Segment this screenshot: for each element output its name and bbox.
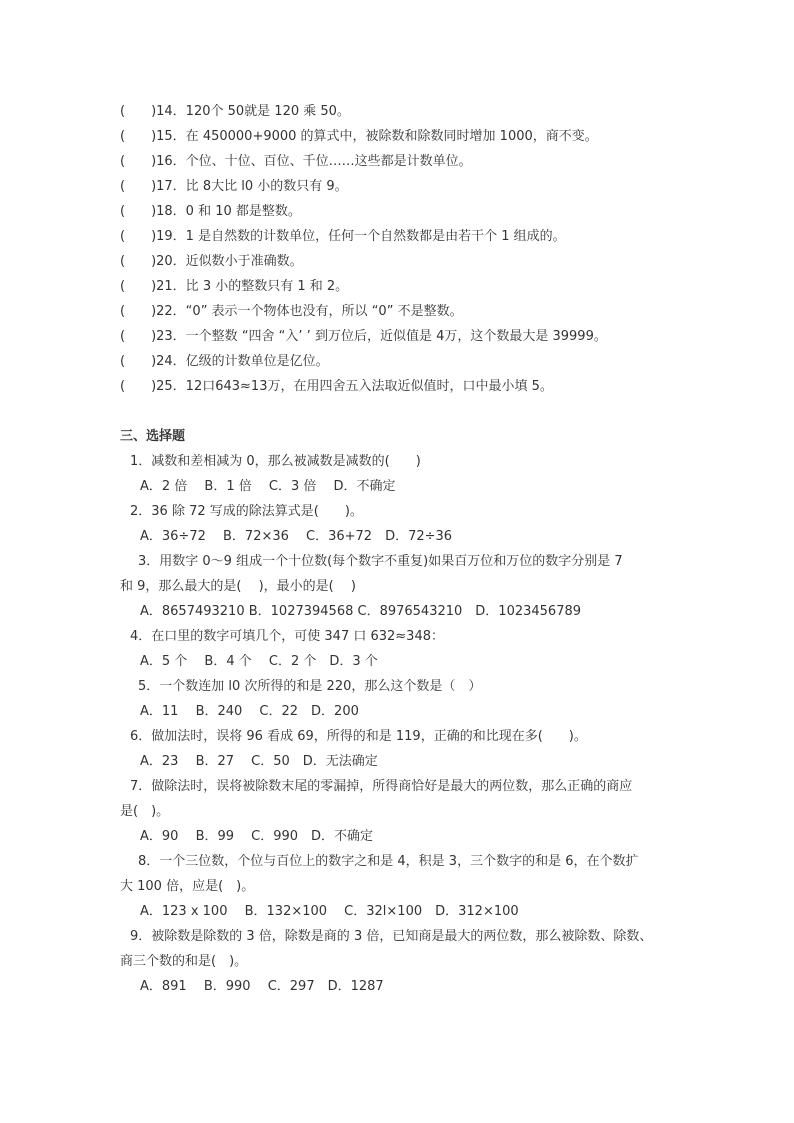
tf-item-19: ( )19．1 是自然数的计数单位，任何一个自然数都是由若干个 1 组成的。 (120, 229, 566, 244)
choice-options-9: A．891 B．990 C．297 D．1287 (140, 979, 384, 994)
choice-question-9-cont: 商三个数的和是( )。 (120, 954, 248, 969)
section-heading: 三、选择题 (120, 429, 186, 444)
tf-item-14: ( )14．120个 50就是 120 乘 50。 (120, 104, 350, 119)
choice-options-6: A．23 B．27 C．50 D．无法确定 (140, 754, 378, 769)
tf-item-23: ( )23．一个整数 “四舍 “入’ ’ 到万位后，近似值是 4万，这个数最大是 39999。 (120, 329, 607, 344)
choice-question-3: 3．用数字 0～9 组成一个十位数(每个数字不重复)如果百万位和万位的数字分别是 7 (138, 554, 623, 569)
tf-item-25: ( )25．12口643≈13万，在用四舍五入法取近似值时，口中最小填 5。 (120, 379, 553, 394)
choice-question-4: 4．在口里的数字可填几个，可使 347 口 632≈348： (130, 629, 444, 644)
choice-question-7-cont: 是( )。 (120, 804, 170, 819)
choice-question-7: 7．做除法时，误将被除数末尾的零漏掉，所得商恰好是最大的两位数，那么正确的商应 (130, 779, 633, 794)
choice-options-7: A．90 B．99 C．990 D．不确定 (140, 829, 374, 844)
choice-question-9: 9．被除数是除数的 3 倍，除数是商的 3 倍，已知商是最大的两位数，那么被除数、除数、 (130, 929, 653, 944)
choice-question-3-cont: 和 9，那么最大的是( )，最小的是( ) (120, 579, 356, 594)
tf-item-17: ( )17．比 8大比 l0 小的数只有 9。 (120, 179, 348, 194)
tf-item-20: ( )20．近似数小于准确数。 (120, 254, 303, 269)
choice-question-8: 8．一个三位数，个位与百位上的数字之和是 4，积是 3，三个数字的和是 6，在个数扩 (138, 854, 639, 869)
choice-question-2: 2．36 除 72 写成的除法算式是( )。 (130, 504, 363, 519)
choice-question-5: 5．一个数连加 l0 次所得的和是 220，那么这个数是（ ） (138, 679, 482, 694)
tf-item-15: ( )15．在 450000+9000 的算式中，被除数和除数同时增加 1000，商不变。 (120, 129, 598, 144)
choice-options-3: A．8657493210 B．1027394568 C．8976543210 D．1023456789 (140, 604, 582, 619)
choice-options-1: A．2 倍 B．1 倍 C．3 倍 D．不确定 (140, 479, 396, 494)
tf-item-21: ( )21．比 3 小的整数只有 1 和 2。 (120, 279, 349, 294)
choice-options-2: A．36÷72 B．72×36 C．36+72 D．72÷36 (140, 529, 453, 544)
tf-item-24: ( )24．亿级的计数单位是亿位。 (120, 354, 329, 369)
choice-question-8-cont: 大 100 倍，应是( )。 (120, 879, 255, 894)
choice-options-4: A．5 个 B．4 个 C．2 个 D．3 个 (140, 654, 378, 669)
tf-item-16: ( )16．个位、十位、百位、千位……这些都是计数单位。 (120, 154, 472, 169)
choice-options-8: A．123 x 100 B．132×100 C．32l×100 D．312×100 (140, 904, 519, 919)
tf-item-18: ( )18．0 和 10 都是整数。 (120, 204, 301, 219)
choice-question-6: 6．做加法时，误将 96 看成 69，所得的和是 119，正确的和比现在多( )。 (130, 729, 587, 744)
choice-question-1: 1．减数和差相减为 0，那么被减数是减数的( ) (130, 454, 421, 469)
choice-options-5: A．11 B．240 C．22 D．200 (140, 704, 359, 719)
tf-item-22: ( )22．“0” 表示一个物体也没有，所以 “0” 不是整数。 (120, 304, 463, 319)
